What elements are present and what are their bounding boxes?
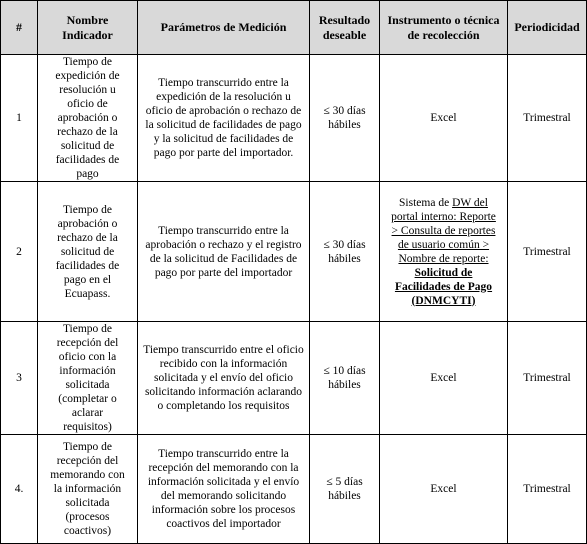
header-desired-result: Resultado deseable bbox=[310, 1, 380, 55]
desired-result: ≤ 30 días hábiles bbox=[310, 55, 380, 182]
table-row bbox=[1, 322, 587, 435]
row-number: 4. bbox=[1, 435, 38, 544]
header-periodicity: Periodicidad bbox=[508, 1, 587, 55]
desired-result: ≤ 10 días hábiles bbox=[310, 322, 380, 435]
header-indicator-name: Nombre Indicador bbox=[38, 1, 138, 55]
table-row bbox=[1, 182, 587, 322]
collection-instrument: Excel bbox=[380, 322, 508, 435]
indicator-name: Tiempo de aprobación o rechazo de la solicitud de facilidades de pago en el Ecuapass. bbox=[38, 182, 138, 322]
indicator-name: Tiempo de recepción del oficio con la información solicitada (completar o aclarar requisitos) bbox=[38, 322, 138, 435]
periodicity: Trimestral bbox=[508, 182, 587, 322]
measurement-parameters: Tiempo transcurrido entre la aprobación o rechazo y el registro de la solicitud de Facilidades de pago por parte del importador bbox=[138, 182, 310, 322]
report-path-link[interactable]: DW del portal interno: Reporte > Consulta de reportes de usuario común > Nombre de reporte: bbox=[391, 196, 496, 265]
periodicity: Trimestral bbox=[508, 55, 587, 182]
indicator-name: Tiempo de recepción del memorando con la información solicitada (procesos coactivos) bbox=[38, 435, 138, 544]
periodicity: Trimestral bbox=[508, 322, 587, 435]
table-row bbox=[1, 435, 587, 544]
header-measurement-parameters: Parámetros de Medición bbox=[138, 1, 310, 55]
periodicity: Trimestral bbox=[508, 435, 587, 544]
collection-instrument bbox=[380, 182, 508, 322]
collection-instrument: Excel bbox=[380, 435, 508, 544]
header-row bbox=[1, 1, 587, 55]
collection-instrument: Excel bbox=[380, 55, 508, 182]
header-collection-instrument: Instrumento o técnica de recolección bbox=[380, 1, 508, 55]
indicator-name: Tiempo de expedición de resolución u oficio de aprobación o rechazo de la solicitud de facilidades de pago bbox=[38, 55, 138, 182]
measurement-parameters: Tiempo transcurrido entre la recepción del memorando con la información solicitada y el envío del memorando solicitando información sobre los procesos coactivos del importador bbox=[138, 435, 310, 544]
row-number: 3 bbox=[1, 322, 38, 435]
table-row bbox=[1, 55, 587, 182]
measurement-parameters: Tiempo transcurrido entre el oficio recibido con la información solicitada y el envío del oficio solicitando información aclarando o completando los requisitos bbox=[138, 322, 310, 435]
desired-result: ≤ 30 días hábiles bbox=[310, 182, 380, 322]
instrument-text: Sistema de bbox=[399, 196, 453, 209]
row-number: 2 bbox=[1, 182, 38, 322]
report-name-link[interactable]: Solicitud de Facilidades de Pago (DNMCYTI) bbox=[394, 266, 493, 307]
desired-result: ≤ 5 días hábiles bbox=[310, 435, 380, 544]
header-number: # bbox=[1, 1, 38, 55]
measurement-parameters: Tiempo transcurrido entre la expedición de la resolución u oficio de aprobación o rechazo de la solicitud de facilidades de pago y la solicitud de facilidades de pago por parte del importador. bbox=[138, 55, 310, 182]
row-number: 1 bbox=[1, 55, 38, 182]
